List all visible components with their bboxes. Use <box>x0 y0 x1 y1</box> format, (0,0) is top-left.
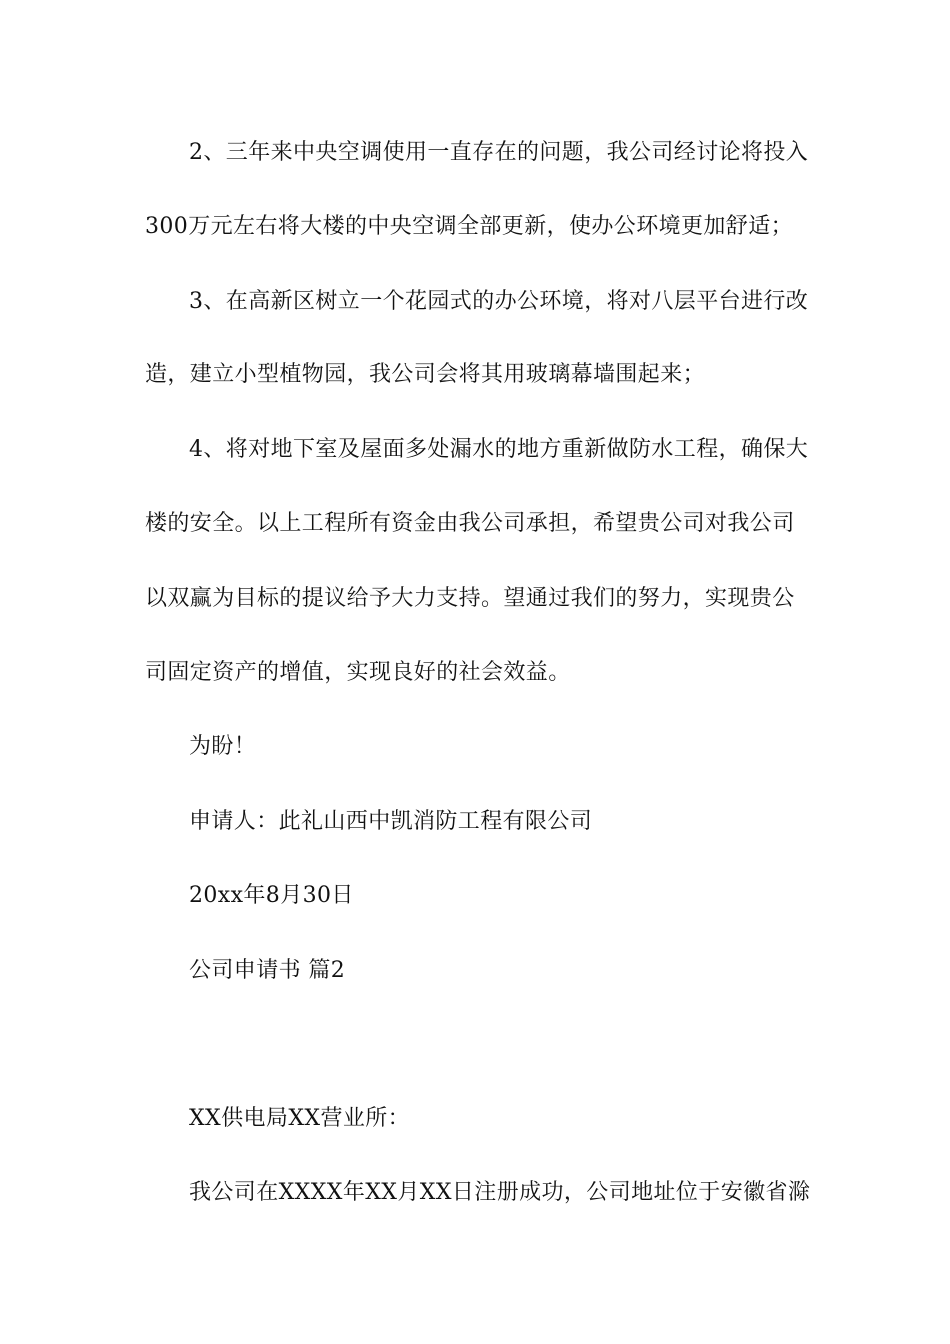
paragraph-item-4-line-1: 4、将对地下室及屋面多处漏水的地方重新做防水工程，确保大 <box>189 437 809 462</box>
paragraph-item-2-line-1: 2、三年来中央空调使用一直存在的问题，我公司经讨论将投入 <box>189 140 809 165</box>
paragraph-item-4-line-2: 楼的安全。以上工程所有资金由我公司承担，希望贵公司对我公司 <box>145 511 795 536</box>
paragraph-item-4-line-4: 司固定资产的增值，实现良好的社会效益。 <box>145 660 571 685</box>
paragraph-item-3-line-2: 造，建立小型植物园，我公司会将其用玻璃幕墙围起来； <box>145 362 706 387</box>
applicant-signature: 申请人：此礼山西中凯消防工程有限公司 <box>189 809 593 834</box>
closing-phrase: 为盼！ <box>189 734 257 759</box>
paragraph-item-3-line-1: 3、在高新区树立一个花园式的办公环境，将对八层平台进行改 <box>189 289 809 314</box>
letter-body-line-1: 我公司在XXXX年XX月XX日注册成功，公司地址位于安徽省滁 <box>189 1180 811 1205</box>
paragraph-item-4-line-3: 以双赢为目标的提议给予大力支持。望通过我们的努力，实现贵公 <box>145 586 795 611</box>
letter-date: 20xx年8月30日 <box>189 883 354 908</box>
paragraph-item-2-line-2: 300万元左右将大楼的中央空调全部更新，使办公环境更加舒适； <box>145 214 793 239</box>
letter-salutation: XX供电局XX营业所： <box>189 1106 411 1131</box>
section-heading: 公司申请书 篇2 <box>189 958 346 983</box>
